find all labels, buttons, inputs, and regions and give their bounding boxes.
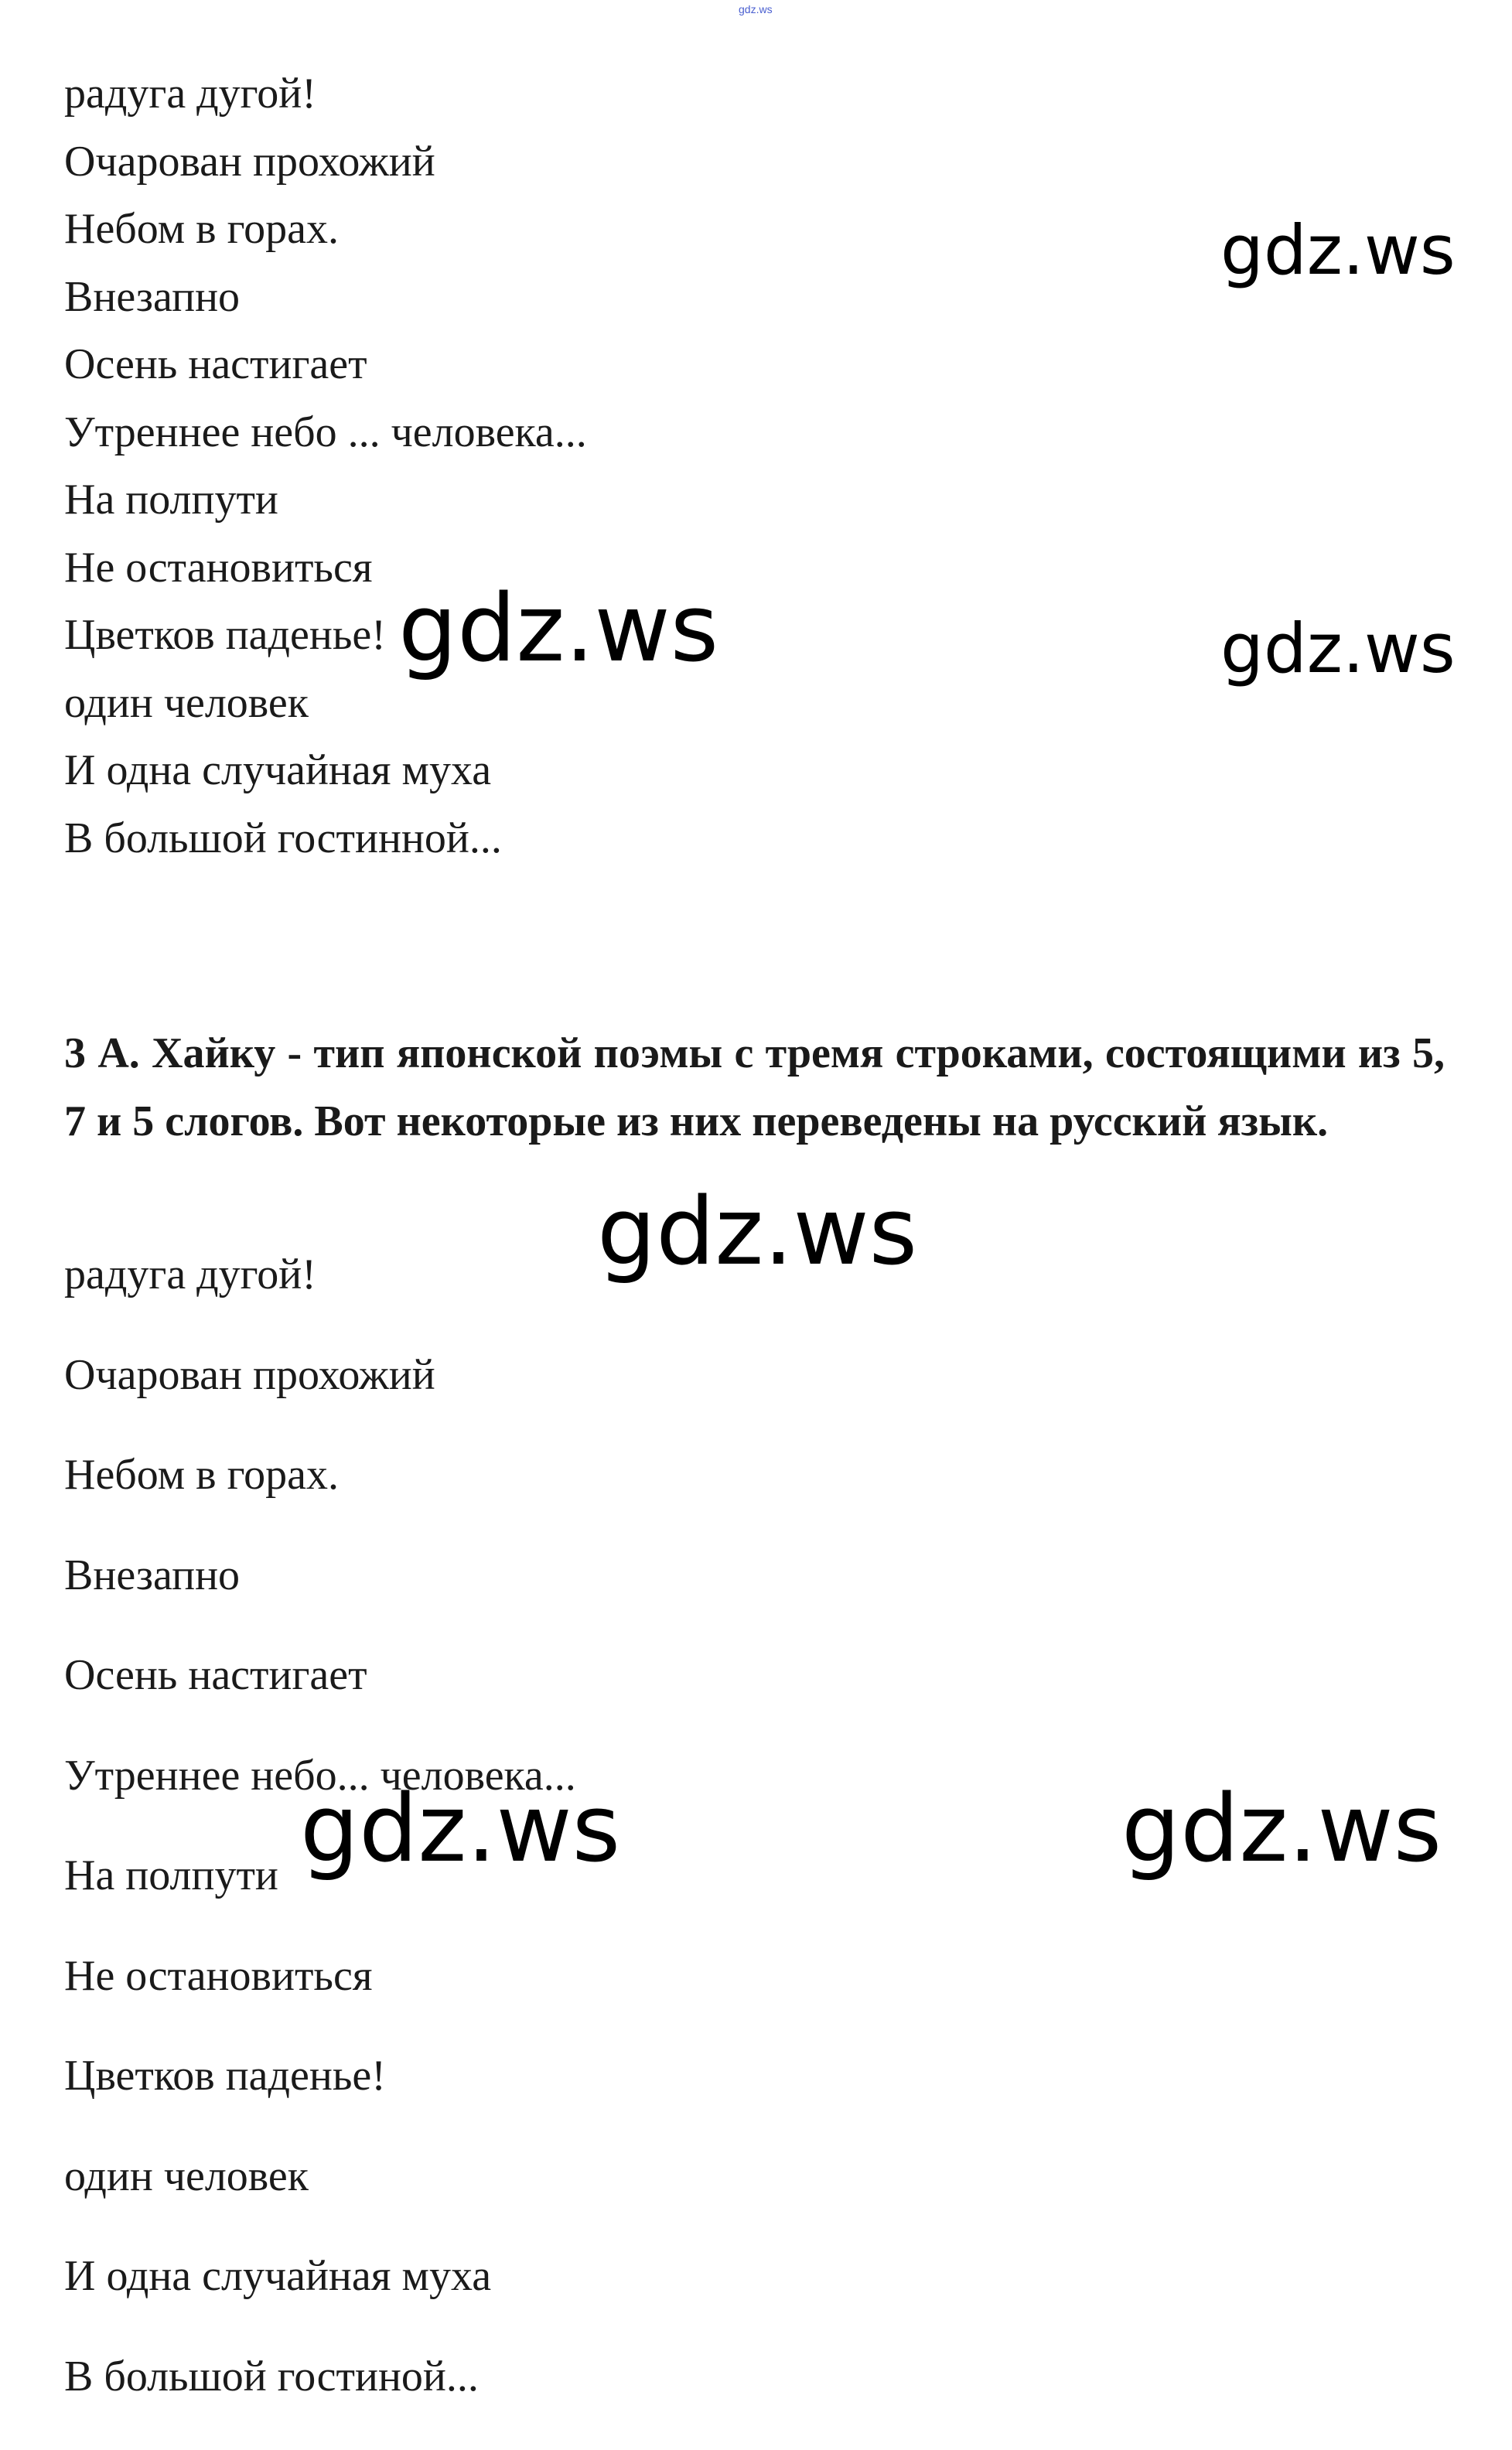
poem-bottom-line: радуга дугой! (64, 1251, 316, 1298)
poem-bottom-line: Не остановиться (64, 1952, 373, 2000)
poem-top-line: Осень настигает (64, 340, 367, 388)
poem-bottom-line: И одна случайная муха (64, 2252, 492, 2300)
poem-bottom-line: Утреннее небо... человека... (64, 1752, 576, 1800)
poem-bottom-line: В большой гостиной... (64, 2353, 479, 2401)
section-heading: 3 А. Хайку - тип японской поэмы с тремя строками, состоящими из 5, 7 и 5 слогов. Вот некоторые из них переведены на русский язык. (64, 1029, 1445, 1145)
watermark: gdz.ws (398, 575, 719, 683)
poem-bottom-line: Цветков паденье! (64, 2052, 386, 2100)
poem-bottom-line: Внезапно (64, 1551, 241, 1599)
watermark: gdz.ws (1121, 1776, 1442, 1883)
poem-bottom-line: Небом в горах. (64, 1451, 340, 1499)
poem-top-line: В большой гостинной... (64, 814, 502, 862)
poem-top-line: На полпути (64, 476, 278, 524)
poem-top-line: Утреннее небо ... человека... (64, 408, 587, 456)
poem-bottom-line: один человек (64, 2152, 309, 2200)
poem-top-line: радуга дугой! (64, 70, 316, 118)
header-watermark: gdz.ws (739, 3, 773, 15)
poem-top-line: Небом в горах. (64, 205, 340, 253)
watermark: gdz.ws (597, 1179, 918, 1286)
poem-bottom-line: Осень настигает (64, 1651, 367, 1699)
poem-top-line: один человек (64, 679, 309, 727)
watermark: gdz.ws (1220, 609, 1456, 688)
poem-bottom-line: На полпути (64, 1851, 278, 1899)
watermark: gdz.ws (300, 1776, 621, 1883)
poem-top-line: Очарован прохожий (64, 138, 435, 186)
poem-top-line: Внезапно (64, 273, 241, 321)
watermark: gdz.ws (1220, 210, 1456, 290)
poem-top-line: И одна случайная муха (64, 746, 492, 794)
poem-top-line: Цветков паденье! (64, 611, 386, 659)
poem-bottom-line: Очарован прохожий (64, 1351, 435, 1399)
poem-top-line: Не остановиться (64, 544, 373, 592)
